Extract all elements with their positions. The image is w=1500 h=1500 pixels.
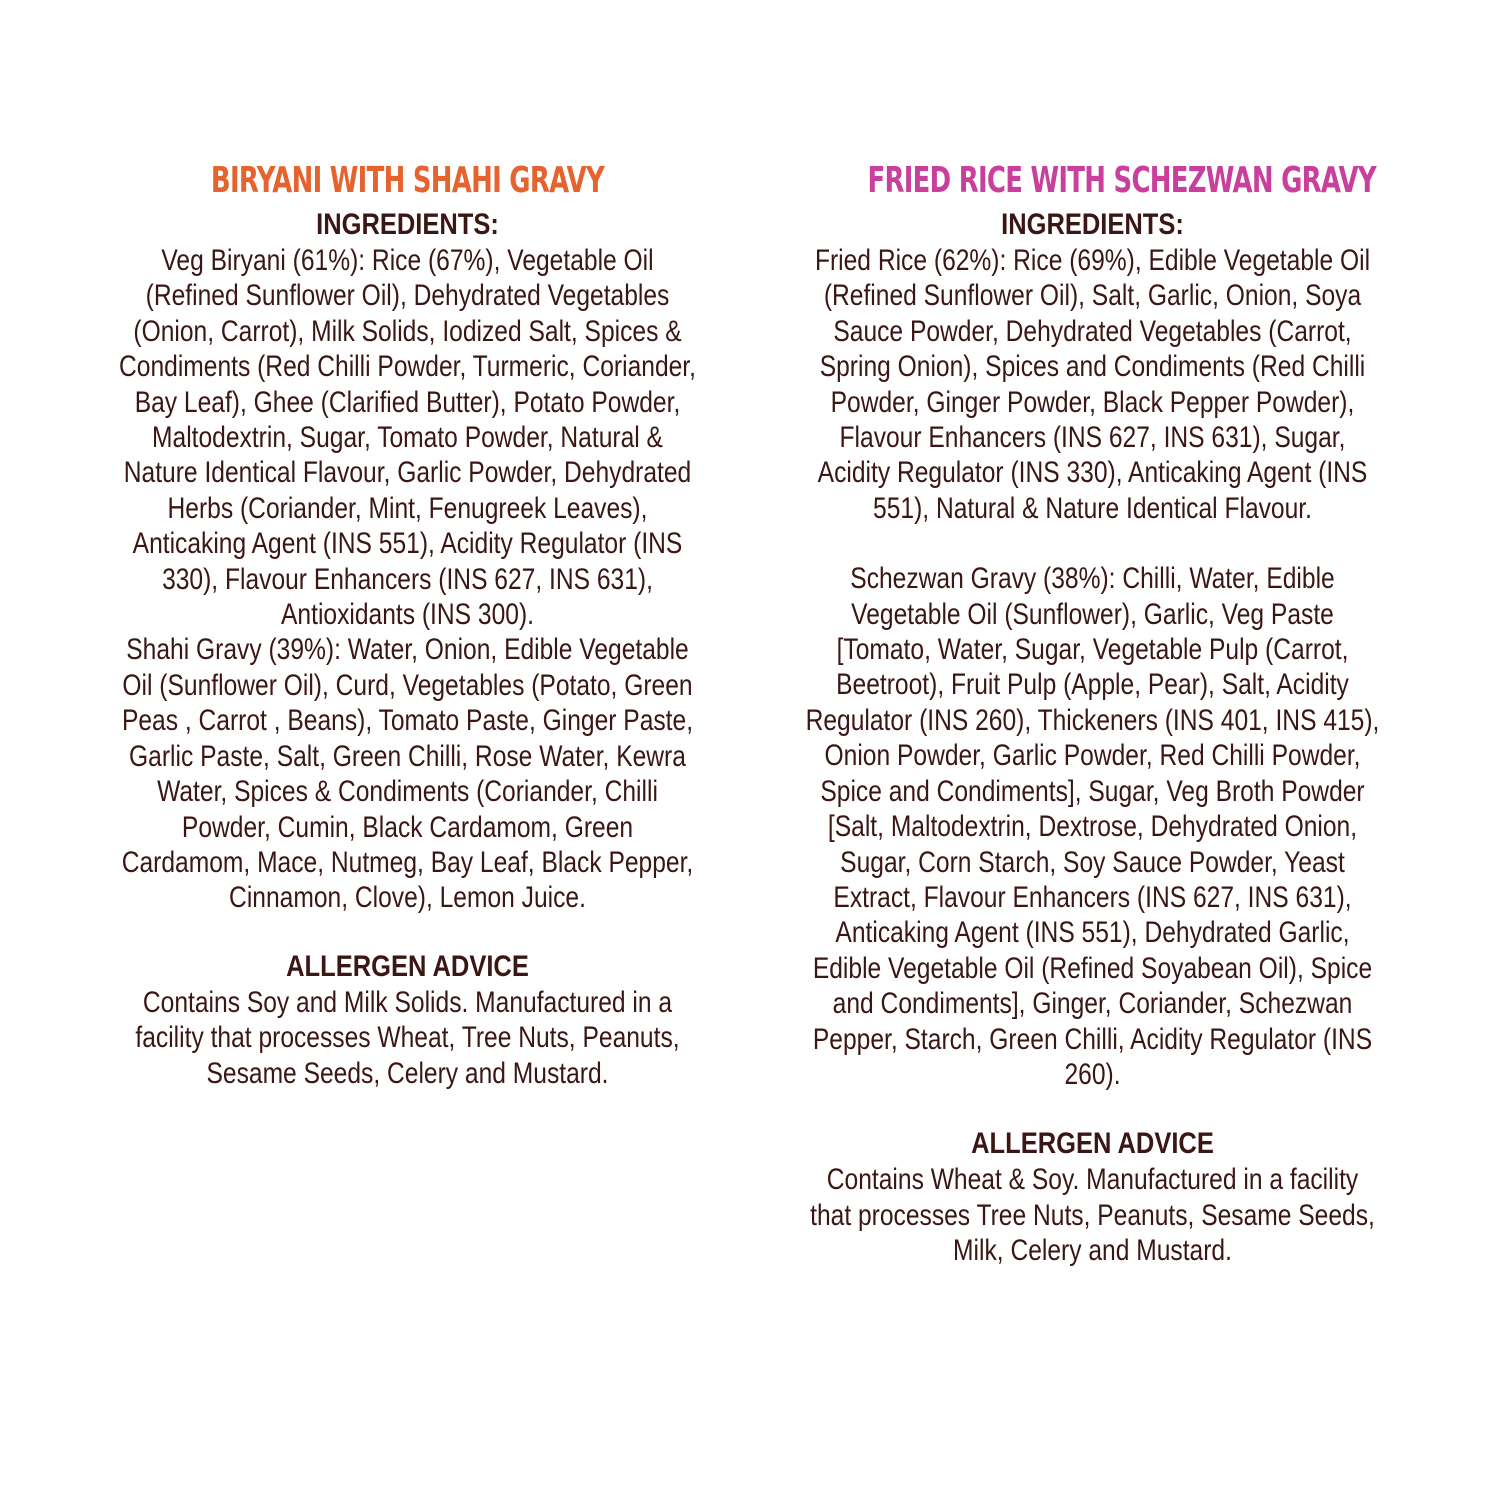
fried-rice-ingredients-heading: INGREDIENTS: bbox=[1001, 208, 1184, 241]
fried-rice-ingredients-fried-rice: Fried Rice (62%): Rice (69%), Edible Vegetable Oil (Refined Sunflower Oil), Salt, Garlic, Onion, Soya Sauce Powder, Dehydrated Vegetables (Carrot, Spring Onion), Spices and Condiments (Red Chilli Powder, Ginger Powder, Black Pepper Powder), Flavour Enhancers (INS 627, INS 631), Sugar, Acidity Regulator (INS 330), Anticaking Agent (INS 551), Natural & Nature Identical Flavour. bbox=[814, 244, 1371, 525]
biryani-ingredients-veg-biryani: Veg Biryani (61%): Rice (67%), Vegetable Oil (Refined Sunflower Oil), Dehydrated Vegetables (Onion, Carrot), Milk Solids, Iodized Salt, Spices & Condiments (Red Chilli Powder, Turmeric, Coriander, Bay Leaf), Ghee (Clarified Butter), Potato Powder, Maltodextrin, Sugar, Tomato Powder, Natural & Nature Identical Flavour, Garlic Powder, Dehydrated Herbs (Coriander, Mint, Fenugreek Leaves), Anticaking Agent (INS 551), Acidity Regulator (INS 330), Flavour Enhancers (INS 627, INS 631), Antioxidants (INS 300). bbox=[119, 244, 696, 632]
fried-rice-allergen-heading: ALLERGEN ADVICE bbox=[971, 1127, 1214, 1161]
biryani-title: BIRYANI WITH SHAHI GRAVY bbox=[210, 160, 605, 201]
fried-rice-allergen-text: Contains Wheat & Soy. Manufactured in a facility that processes Tree Nuts, Peanuts, Sesame Seeds, Milk, Celery and Mustard. bbox=[810, 1163, 1375, 1268]
biryani-allergen-heading: ALLERGEN ADVICE bbox=[286, 949, 529, 983]
fried-rice-ingredients-schezwan-gravy: Schezwan Gravy (38%): Chilli, Water, Edible Vegetable Oil (Sunflower), Garlic, Veg Paste [Tomato, Water, Sugar, Vegetable Pulp (Carrot, Beetroot), Fruit Pulp (Apple, Pear), Salt, Acidity Regulator (INS 260), Thickeners (INS 401, INS 415), Onion Powder, Garlic Powder, Red Chilli Powder, Spice and Condiments], Sugar, Veg Broth Powder [Salt, Maltodextrin, Dextrose, Dehydrated Onion, Sugar, Corn Starch, Soy Sauce Powder, Yeast Extract, Flavour Enhancers (INS 627, INS 631), Anticaking Agent (INS 551), Dehydrated Garlic, Edible Vegetable Oil (Refined Soyabean Oil), Spice and Condiments], Ginger, Coriander, Schezwan Pepper, Starch, Green Chilli, Acidity Regulator (INS 260). bbox=[805, 562, 1380, 1091]
fried-rice-title: FRIED RICE WITH SCHEZWAN GRAVY bbox=[867, 160, 1376, 201]
biryani-ingredients-heading: INGREDIENTS: bbox=[316, 208, 499, 241]
biryani-ingredients-shahi-gravy: Shahi Gravy (39%): Water, Onion, Edible Vegetable Oil (Sunflower Oil), Curd, Vegetables (Potato, Green Peas , Carrot , Beans), Tomato Paste, Ginger Paste, Garlic Paste, Salt, Green Chilli, Rose Water, Kewra Water, Spices & Condiments (Coriander, Chilli Powder, Cumin, Black Cardamom, Green Cardamom, Mace, Nutmeg, Bay Leaf, Black Pepper, Cinnamon, Clove), Lemon Juice. bbox=[121, 633, 694, 915]
biryani-ingredients-panel bbox=[95, 155, 720, 1091]
biryani-allergen-text: Contains Soy and Milk Solids. Manufactured in a facility that processes Wheat, Tree Nuts, Peanuts, Sesame Seeds, Celery and Mustard. bbox=[135, 985, 680, 1090]
fried-rice-ingredients-panel bbox=[780, 155, 1405, 1269]
